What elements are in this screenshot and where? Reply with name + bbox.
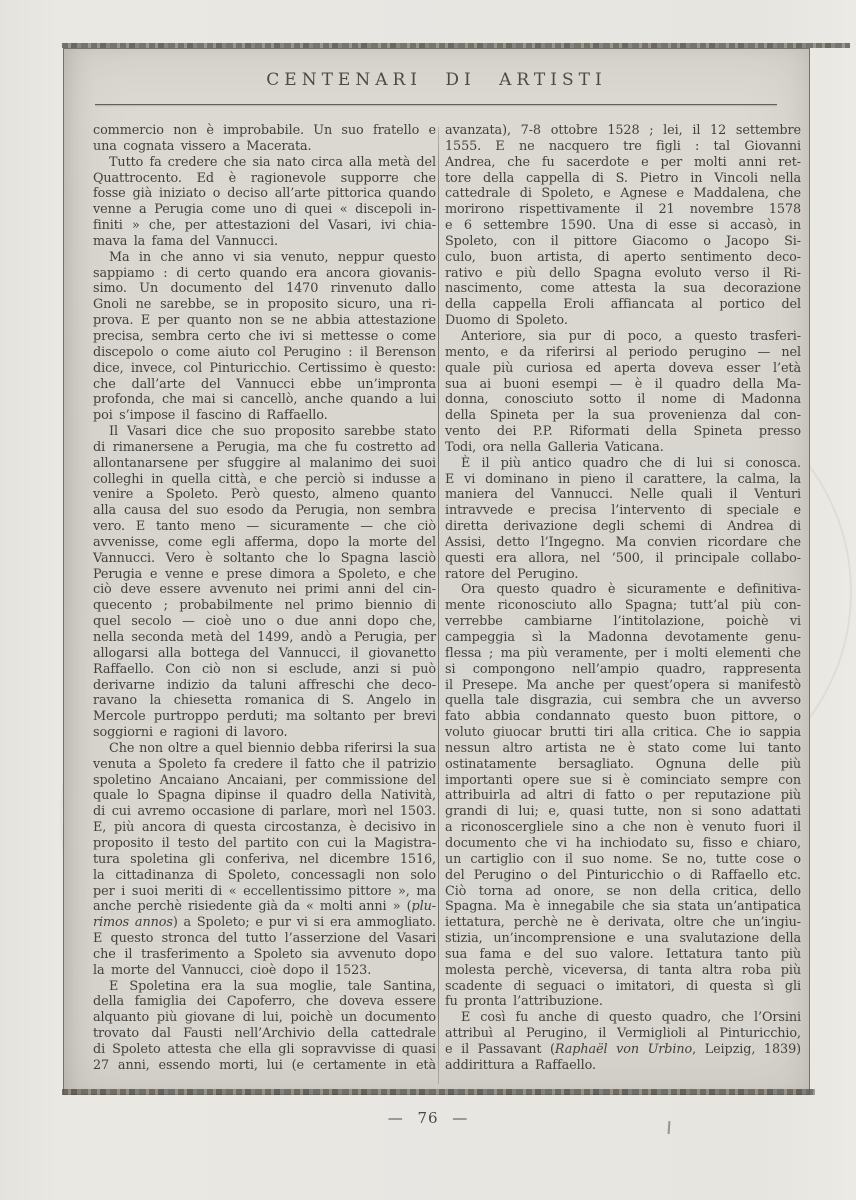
- text-line: che dall’arte del Vannucci ebbe un’impronta: [93, 376, 436, 392]
- text-line: campeggia sì la Madonna devotamente genu-: [445, 630, 801, 645]
- text-line: spoletino Ancaiano Ancaiani, per commissione del: [93, 772, 436, 788]
- text-line: attribuirla ad altri di fatto o per reputazione più: [445, 788, 801, 804]
- text-line: quella tale disgrazia, cui sembra che un avverso: [445, 693, 801, 709]
- text-line: sua fama e del suo valore. Iettatura tanto più: [445, 946, 801, 962]
- text-line: fato abbia condannato questo buon pittore, o: [445, 709, 801, 725]
- text-line: diretta derivazione degli schemi di Andrea di: [445, 519, 801, 535]
- text-line: cattedrale di Spoleto, e Agnese e Maddalena, che: [445, 186, 801, 202]
- text-line: vento dei P.P. Riformati della Spineta presso: [445, 424, 801, 440]
- text-line: verrebbe cambiarne l’intitolazione, poichè vi: [445, 614, 801, 630]
- text-line: nella seconda metà del 1499, andò a Perugia, per: [93, 630, 436, 645]
- column-divider: [438, 127, 439, 1084]
- text-line: Anteriore, sia pur di poco, a questo trasferi-: [461, 328, 801, 344]
- text-line: E così fu anche di questo quadro, che l’Orsini: [461, 1010, 801, 1026]
- text-line: 27 anni, essendo morti, lui (e certamente in età: [93, 1057, 436, 1073]
- text-line: Il Vasari dice che suo proposito sarebbe stato: [109, 424, 436, 440]
- text-line: Vannucci. Vero è soltanto che lo Spagna lasciò: [93, 550, 436, 566]
- text-line: E Spoletina era la sua moglie, tale Santina,: [109, 978, 436, 994]
- text-line: addirittura a Raffaello.: [445, 1057, 596, 1073]
- text-line: vero. E tanto meno — sicuramente — che ciò: [93, 519, 436, 535]
- text-line: molesta perchè, viceversa, di tanta altra roba più: [445, 962, 801, 978]
- header-rule: [95, 104, 777, 105]
- text-line: Assisi, detto l’Ingegno. Ma convien ricordare che: [445, 534, 801, 550]
- text-line: quale più curiosa ed aperta doveva esser l’età: [445, 360, 801, 376]
- text-line: sua ai buoni esempi — è il quadro della Ma-: [445, 376, 801, 392]
- text-line: commercio non è improbabile. Un suo fratello e: [93, 123, 436, 138]
- text-line: nessun altro artista ne è stato come lui tanto: [445, 740, 801, 756]
- text-line: profonda, che mai si cancellò, anche quando a lui: [93, 392, 436, 408]
- text-line: mente riconosciuto allo Spagna; tutt’al più con-: [445, 598, 801, 614]
- page-edge-shadow-bottom: [62, 1089, 815, 1095]
- text-line: rativo e più dello Spagna evoluto verso il Ri-: [445, 265, 801, 281]
- text-line: rimos annos) a Spoleto; e pur vi si era ammogliato.: [93, 915, 436, 931]
- text-line: mava la fama del Vannucci.: [93, 233, 278, 249]
- text-line: avanzata), 7-8 ottobre 1528 ; lei, il 12 settembre: [445, 123, 801, 138]
- text-line: ciò deve essere avvenuto nei primi anni del cin-: [93, 582, 436, 598]
- text-line: colleghi in quella città, e che perciò si indusse a: [93, 471, 436, 487]
- page-frame: [63, 48, 810, 1095]
- running-head-title: CENTENARI DI ARTISTI: [266, 70, 607, 90]
- text-line: È il più antico quadro che di lui si conosca.: [461, 455, 801, 471]
- text-line: precisa, sembra certo che ivi si mettesse o come: [93, 328, 436, 344]
- text-line: tura spoletina gli conferiva, nel dicembre 1516,: [93, 851, 436, 867]
- text-line: si compongono nell’ampio quadro, rappresenta: [445, 661, 801, 677]
- text-line: dice, invece, col Pinturicchio. Certissimo è questo:: [93, 360, 436, 376]
- text-line: Spagna. Ma è innegabile che sia stata un’antipatica: [445, 899, 801, 915]
- text-line: avvenisse, come egli afferma, dopo la morte del: [93, 534, 436, 550]
- text-line: Ma in che anno vi sia venuto, neppur questo: [109, 249, 436, 265]
- text-line: Ora questo quadro è sicuramente e definitiva-: [461, 582, 801, 598]
- text-line: mento, e da riferirsi al periodo perugino — nel: [445, 344, 801, 360]
- text-line: voluto giuocar brutti tiri alla critica. Che io sappia: [445, 725, 801, 741]
- text-line: maniera del Vannucci. Nelle quali il Venturi: [445, 487, 801, 503]
- text-line: ratore del Perugino.: [445, 566, 579, 582]
- text-line: soggiorni e ragioni di lavoro.: [93, 725, 288, 741]
- text-line: di cui avremo occasione di parlare, morì nel 1503.: [93, 804, 436, 820]
- text-line: che il trasferimento a Spoleto sia avvenuto dopo: [93, 946, 436, 962]
- text-line: discepolo o come aiuto col Perugino : il Berenson: [93, 344, 436, 360]
- text-line: della cappella Eroli affiancata al portico del: [445, 297, 801, 313]
- text-line: ostinatamente bersagliato. Ognuna delle più: [445, 756, 801, 772]
- text-line: della Spineta per la sua provenienza dal con-: [445, 408, 801, 424]
- text-line: Todi, ora nella Galleria Vaticana.: [445, 439, 664, 455]
- text-line: per i suoi meriti di « eccellentissimo pittore », ma: [93, 883, 436, 899]
- text-line: donna, conosciuto sotto il nome di Madonna: [445, 392, 801, 408]
- text-line: la morte del Vannucci, cioè dopo il 1523.: [93, 962, 372, 978]
- text-line: una cognata vissero a Macerata.: [93, 138, 312, 154]
- text-line: quale lo Spagna dipinse il quadro della Natività,: [93, 788, 436, 804]
- text-line: un cartiglio con il suo nome. Se no, tutte cose o: [445, 851, 801, 867]
- text-line: poi s’impose il fascino di Raffaello.: [93, 408, 328, 424]
- text-line: documento che vi ha inchiodato su, fisso e chiaro,: [445, 835, 801, 851]
- text-line: trovato dal Fausti nell’Archivio della cattedrale: [93, 1026, 436, 1042]
- text-line: della famiglia dei Capoferro, che doveva essere: [93, 994, 436, 1010]
- text-line: iettatura, perchè ne è derivata, oltre che un’ingiu-: [445, 915, 801, 931]
- text-line: Mercole purtroppo perduti; ma soltanto per brevi: [93, 709, 436, 725]
- text-line: di Spoleto attesta che ella gli sopravvisse di quasi: [93, 1041, 436, 1057]
- text-line: Ciò torna ad onore, se non della critica, dello: [445, 883, 801, 899]
- text-line: derivarne indizio da taluni affreschi che deco-: [93, 677, 436, 693]
- text-line: ravano la chiesetta romanica di S. Angelo in: [93, 693, 436, 709]
- text-line: Spoleto, con il pittore Giacomo o Jacopo Si-: [445, 233, 801, 249]
- text-line: morirono rispettivamente il 21 novembre 1578: [445, 202, 801, 218]
- text-line: del Perugino o del Pinturicchio o di Raffaello etc.: [445, 867, 801, 883]
- text-line: proposito il testo del partito con cui la Magistra-: [93, 835, 436, 851]
- text-line: venne a Perugia come uno di quei « discepoli in-: [93, 202, 436, 218]
- text-line: e 6 settembre 1590. Una di esse si accasò, in: [445, 218, 801, 234]
- text-line: Raffaello. Con ciò non si esclude, anzi si può: [93, 661, 436, 677]
- text-line: E, più ancora di questa circostanza, è decisivo in: [93, 820, 436, 836]
- text-line: grandi di lui; e, quasi tutte, non si sono adattati: [445, 804, 801, 820]
- text-line: Perugia e venne e prese dimora a Spoleto, e che: [93, 566, 436, 582]
- text-line: Gnoli ne sarebbe, se in proposito sicuro, una ri-: [93, 297, 436, 313]
- text-line: finiti » che, per attestazioni del Vasari, ivi chia-: [93, 218, 436, 234]
- text-line: scadente di seguaci o imitatori, di questa sì gli: [445, 978, 801, 994]
- text-line: E questo stronca del tutto l’asserzione del Vasari: [93, 931, 436, 947]
- text-line: Andrea, che fu sacerdote e per molti anni ret-: [445, 154, 801, 170]
- text-line: allogarsi alla bottega del Vannucci, il giovanetto: [93, 645, 436, 661]
- page-number: — 76 —: [387, 1109, 469, 1127]
- text-line: alla causa del suo esodo da Perugia, non sembra: [93, 503, 436, 519]
- text-line: stizia, un’incomprensione e una svalutazione della: [445, 931, 801, 947]
- text-line: alquanto più giovane di lui, poichè un documento: [93, 1010, 436, 1026]
- text-line: e il Passavant (Raphaël von Urbino, Leipzig, 1839): [445, 1041, 801, 1057]
- text-line: quecento ; probabilmente nel primo biennio di: [93, 598, 436, 614]
- text-line: questi era allora, nel ’500, il principale collabo-: [445, 550, 801, 566]
- text-line: venire a Spoleto. Però questo, almeno quanto: [93, 487, 436, 503]
- text-line: importanti opere sue si è cominciato sempre con: [445, 772, 801, 788]
- text-line: Quattrocento. Ed è ragionevole supporre che: [93, 170, 436, 186]
- text-line: flessa ; ma più veramente, per i molti elementi che: [445, 645, 801, 661]
- text-line: il Presepe. Ma anche per quest’opera si manifestò: [445, 677, 801, 693]
- right-text-column: [445, 123, 801, 1074]
- text-line: culo, buon artista, di aperto sentimento deco-: [445, 249, 801, 265]
- text-line: allontanarsene per sfuggire al malanimo dei suoi: [93, 455, 436, 471]
- text-line: intravvede e precisa l’intervento di speciale e: [445, 503, 801, 519]
- text-line: attribuì al Perugino, il Vermiglioli al Pinturicchio,: [445, 1026, 801, 1042]
- text-line: prova. E per quanto non se ne abbia attestazione: [93, 313, 436, 329]
- text-line: sappiamo : di certo quando era ancora giovanis-: [93, 265, 436, 281]
- text-line: fu pronta l’attribuzione.: [445, 994, 603, 1010]
- text-line: nascimento, come attesta la sua decorazione: [445, 281, 801, 297]
- left-text-column: [93, 123, 436, 1074]
- text-line: a riconoscergliele sino a che non è venuto fuori il: [445, 820, 801, 836]
- text-line: tore della cappella di S. Pietro in Vincoli nella: [445, 170, 801, 186]
- text-line: simo. Un documento del 1470 rinvenuto dallo: [93, 281, 436, 297]
- text-line: venuta a Spoleto fa credere il fatto che il patrizio: [93, 756, 436, 772]
- text-line: anche perchè risiedente già da « molti anni » (plu-: [93, 899, 436, 915]
- text-line: Duomo di Spoleto.: [445, 313, 568, 329]
- text-line: fosse già iniziato o deciso all’arte pittorica quando: [93, 186, 436, 202]
- text-line: quel secolo — cioè uno o due anni dopo che,: [93, 614, 436, 630]
- text-line: la cittadinanza di Spoleto, concessagli non solo: [93, 867, 436, 883]
- text-line: E vi dominano in pieno il carattere, la calma, la: [445, 471, 801, 487]
- text-line: Tutto fa credere che sia nato circa alla metà del: [109, 154, 436, 170]
- text-line: di rimanersene a Perugia, ma che fu costretto ad: [93, 439, 436, 455]
- text-line: 1555. E ne nacquero tre figli : tal Giovanni: [445, 138, 801, 154]
- text-line: Che non oltre a quel biennio debba riferirsi la sua: [109, 740, 436, 756]
